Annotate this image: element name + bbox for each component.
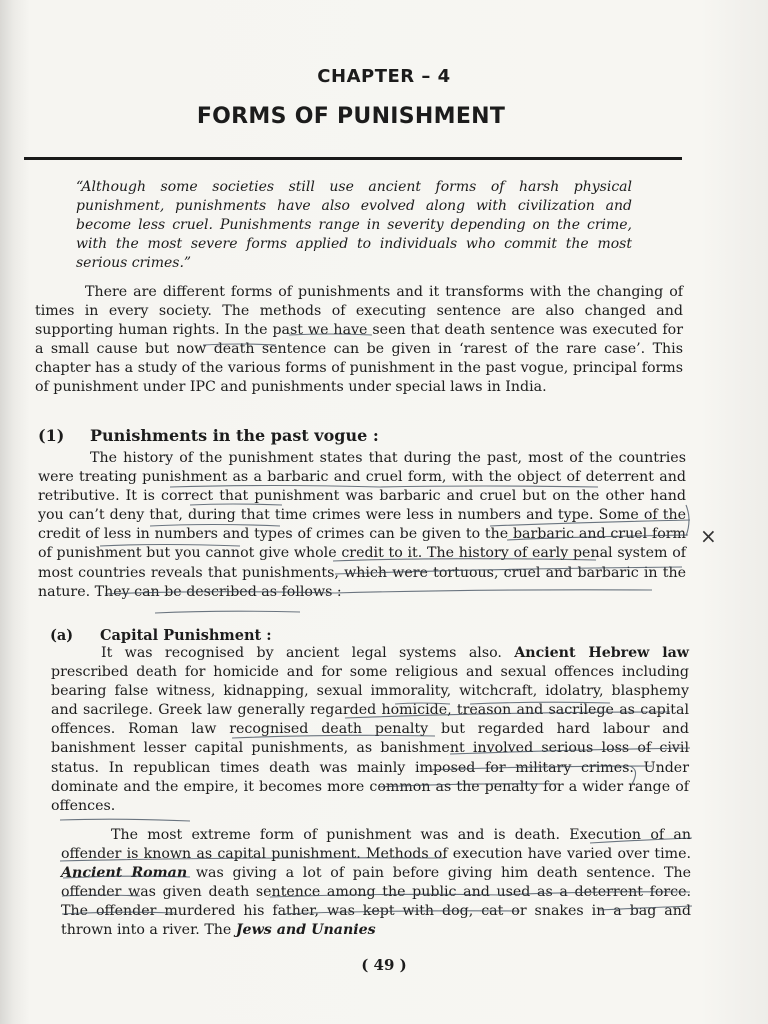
underline-mark [490, 520, 690, 526]
intro-paragraph: There are different forms of punishments and it transforms with the changing of times in every society. The methods of executing sentence are also changed and supporting human rights. In the past we have seen that death sentence was executed for a small cause but now death sentence can be given in ‘rarest of the rare case’. This chapter has a study of the various forms of punishment in the past vogue, principal forms of punishment under IPC and punishments under special laws in India. [35, 284, 683, 396]
margin-cross-mark: × [700, 524, 717, 548]
p2-mid: was giving a lot of pain before giving him death sentence. The offender was given death sentence among the public and used as a deterrent force. The offender murdered his father, was kept with dog, cat or snakes in a bag and thrown into a river. The [61, 865, 691, 939]
p1-bold-term: Ancient Hebrew law [514, 645, 689, 661]
underline-mark [335, 567, 682, 574]
epigraph-quote: “Although some societies still use ancient forms of harsh physical punishment, punishments have also evolved along with civilization and become less cruel. Punishments range in severity depending on the crime, with the most severe forms applied to individuals who commit the most serious crimes.” [76, 179, 632, 272]
underline-mark [395, 703, 450, 704]
underline-mark [232, 735, 435, 738]
page-number: ( 49 ) [361, 956, 407, 974]
underline-mark [430, 766, 652, 770]
margin-bracket-mark [630, 766, 636, 784]
underline-mark [60, 858, 445, 861]
p2-italic-term-2: Jews and Unanies [235, 922, 376, 939]
p1-lead: It was recognised by ancient legal systems also. [101, 645, 515, 661]
underline-mark [60, 819, 190, 821]
underline-mark [190, 504, 282, 505]
section-1-title: Punishments in the past vogue : [90, 426, 379, 445]
underline-mark [63, 876, 190, 878]
chapter-label: CHAPTER – 4 [317, 66, 451, 87]
section-1-number: (1) [38, 426, 65, 445]
underline-mark [289, 334, 372, 335]
chapter-title: FORMS OF PUNISHMENT [196, 104, 506, 129]
underline-mark [450, 748, 690, 754]
underline-mark [100, 545, 240, 547]
subsection-a-title: Capital Punishment : [100, 627, 272, 644]
underline-mark [378, 784, 560, 787]
underline-mark [62, 912, 176, 914]
underline-mark [345, 712, 670, 718]
underline-mark [155, 611, 300, 613]
underline-mark [283, 911, 520, 914]
underline-mark [170, 486, 598, 488]
underline-mark [600, 906, 692, 910]
underline-mark [590, 838, 692, 843]
p2-italic-term: Ancient Roman [61, 865, 188, 882]
underline-mark [62, 895, 140, 896]
underline-mark [270, 892, 690, 897]
subsection-a-number: (a) [50, 627, 74, 644]
underline-mark [105, 590, 652, 594]
underline-mark [203, 344, 276, 345]
p1-rest: prescribed death for homicide and for some religious and sexual offences including bearing false witness, kidnapping, sexual immorality, witchcraft, idolatry, blasphemy and sacrilege. Greek law generally regarded homicide, treason and sacrilege as capital offences. Roman law recognised death penalty but regarded hard labour and banishment lesser capital punishments, as banishment involved serious loss of civil status. In republican times death was mainly imposed for military crimes. Under dominate and the empire, it becomes more common as the penalty for a wider range of offences. [51, 664, 689, 814]
underline-mark [333, 559, 596, 561]
p2-lead: The most extreme form of punishment was and is death. Execution of an offender is known as capital punishment. Methods of execution have varied over time. [61, 827, 691, 863]
section-1-body: The history of the punishment states that during the past, most of the countries were treating punishment as a barbaric and cruel form, with the object of deterrent and retributive. It is correct that punishment was barbaric and cruel but on the other hand you can’t deny that, during that time crimes were less in numbers and type. Some of the credit of less in numbers and types of crimes can be given to the barbaric and cruel form of punishment but you cannot give whole credit to it. The history of early penal system of most countries reveals that punishments, which were tortuous, cruel and barbaric in the nature. They can be described as follows : [38, 450, 686, 600]
underline-mark [507, 535, 688, 540]
underline-mark [470, 702, 610, 704]
underline-mark [150, 525, 280, 527]
